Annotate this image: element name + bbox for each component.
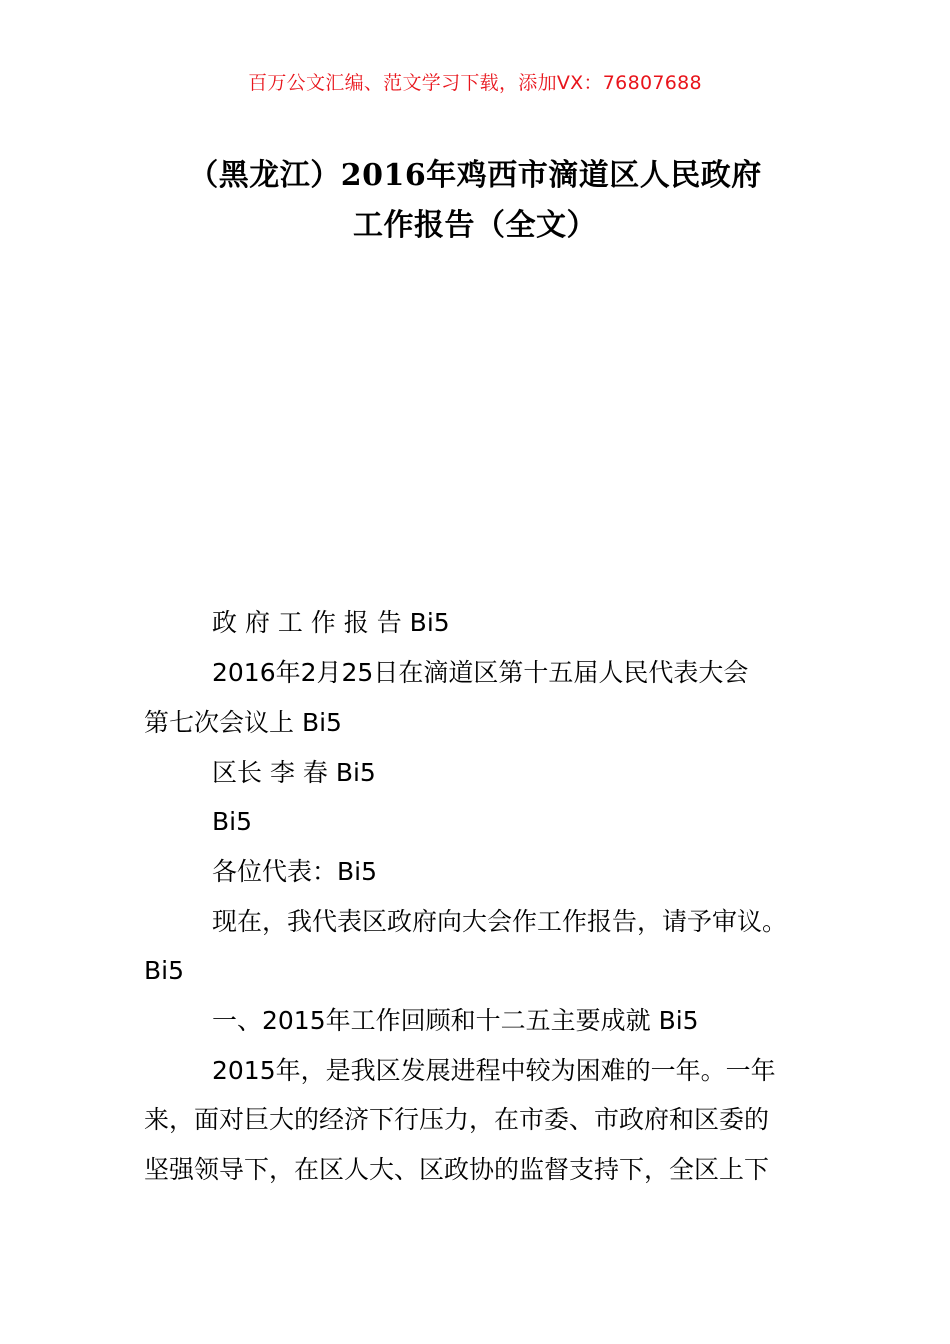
report-heading: 政 府 工 作 报 告 Bi5 — [212, 608, 450, 637]
review-paragraph-line-2: 来，面对巨大的经济下行压力，在市委、市政府和区委的 — [144, 1105, 770, 1134]
document-title-line-2: 工作报告（全文） — [353, 208, 597, 243]
meeting-info-line-2: 第七次会议上 Bi5 — [144, 708, 342, 737]
promo-header: 百万公文汇编、范文学习下载，添加VX：76807688 — [248, 72, 702, 94]
blank-marker-line: Bi5 — [212, 807, 253, 836]
intro-paragraph-line-2: Bi5 — [144, 956, 185, 985]
meeting-info-line-1: 2016年2月25日在滴道区第十五届人民代表大会 — [212, 658, 749, 687]
salutation-line: 各位代表：Bi5 — [212, 857, 378, 886]
section-heading: 一、2015年工作回顾和十二五主要成就 Bi5 — [212, 1006, 699, 1035]
review-paragraph-line-3: 坚强领导下，在区人大、区政协的监督支持下，全区上下 — [144, 1155, 770, 1184]
document-title-line-1: （黑龙江）2016年鸡西市滴道区人民政府 — [188, 158, 762, 193]
intro-paragraph-line-1: 现在，我代表区政府向大会作工作报告，请予审议。 — [212, 907, 788, 936]
speaker-line: 区长 李 春 Bi5 — [212, 758, 376, 787]
review-paragraph-line-1: 2015年，是我区发展进程中较为困难的一年。一年 — [212, 1056, 776, 1085]
